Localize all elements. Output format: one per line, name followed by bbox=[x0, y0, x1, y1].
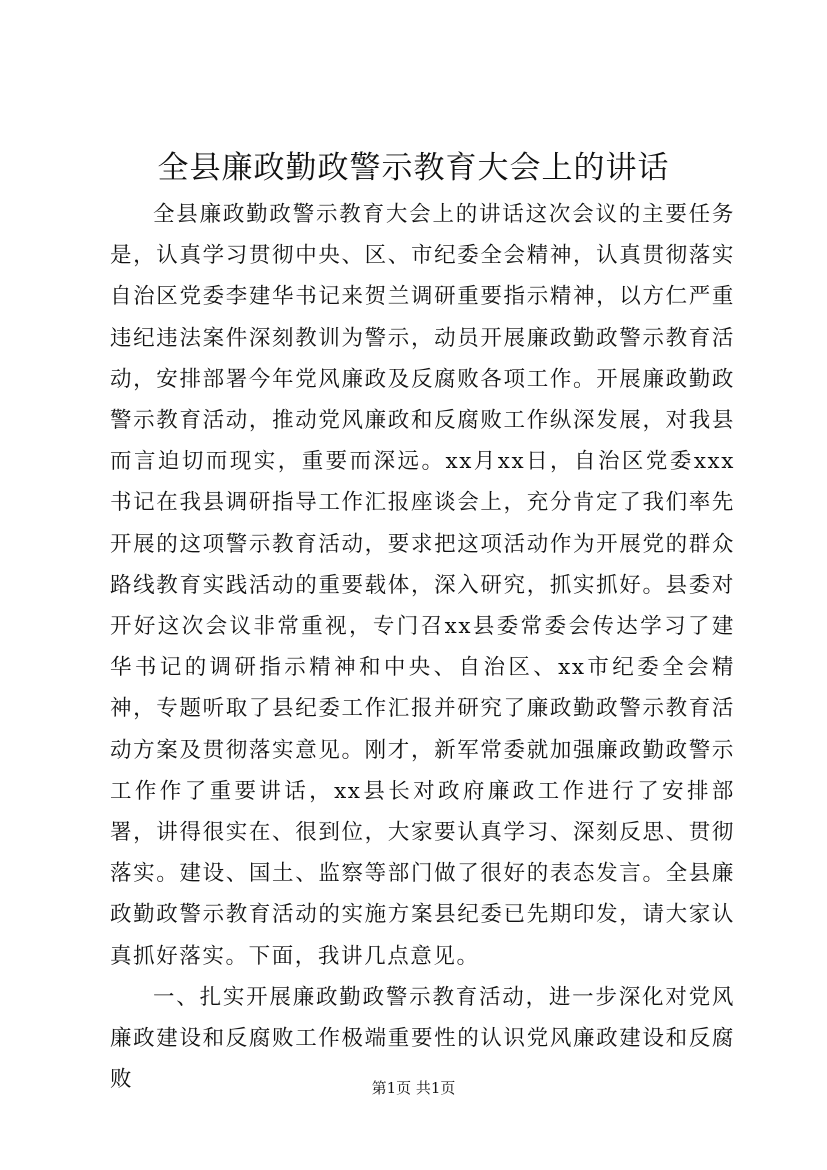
page-footer: 第1页 共1页 bbox=[371, 1079, 456, 1097]
paragraph-intro: 全县廉政勤政警示教育大会上的讲话这次会议的主要任务是，认真学习贯彻中央、区、市纪委全会精神，认真贯彻落实自治区党委李建华书记来贺兰调研重要指示精神，以方仁严重违纪违法案件深刻教训为警示，动员开展廉政勤政警示教育活动，安排部署今年党风廉政及反腐败各项工作。开展廉政勤政警示教育活动，推动党风廉政和反腐败工作纵深发展，对我县而言迫切而现实，重要而深远。xx月xx日，自治区党委xxx书记在我县调研指导工作汇报座谈会上，充分肯定了我们率先开展的这项警示教育活动，要求把这项活动作为开展党的群众路线教育实践活动的重要载体，深入研究，抓实抓好。县委对开好这次会议非常重视，专门召xx县委常委会传达学习了建华书记的调研指示精神和中央、自治区、xx市纪委全会精神，专题听取了县纪委工作汇报并研究了廉政勤政警示教育活动方案及贯彻落实意见。刚才，新军常委就加强廉政勤政警示工作作了重要讲话，xx县长对政府廉政工作进行了安排部署，讲得很实在、很到位，大家要认真学习、深刻反思、贯彻落实。建设、国土、监察等部门做了很好的表态发言。全县廉政勤政警示教育活动的实施方案县纪委已先期印发，请大家认真抓好落实。下面，我讲几点意见。 bbox=[110, 202, 735, 969]
document-title: 全县廉政勤政警示教育大会上的讲话 bbox=[157, 150, 670, 186]
paragraph-section-one: 一、扎实开展廉政勤政警示教育活动，进一步深化对党风廉政建设和反腐败工作极端重要性的认识党风廉政建设和反腐败 bbox=[110, 984, 735, 1093]
document-body bbox=[110, 194, 735, 1100]
